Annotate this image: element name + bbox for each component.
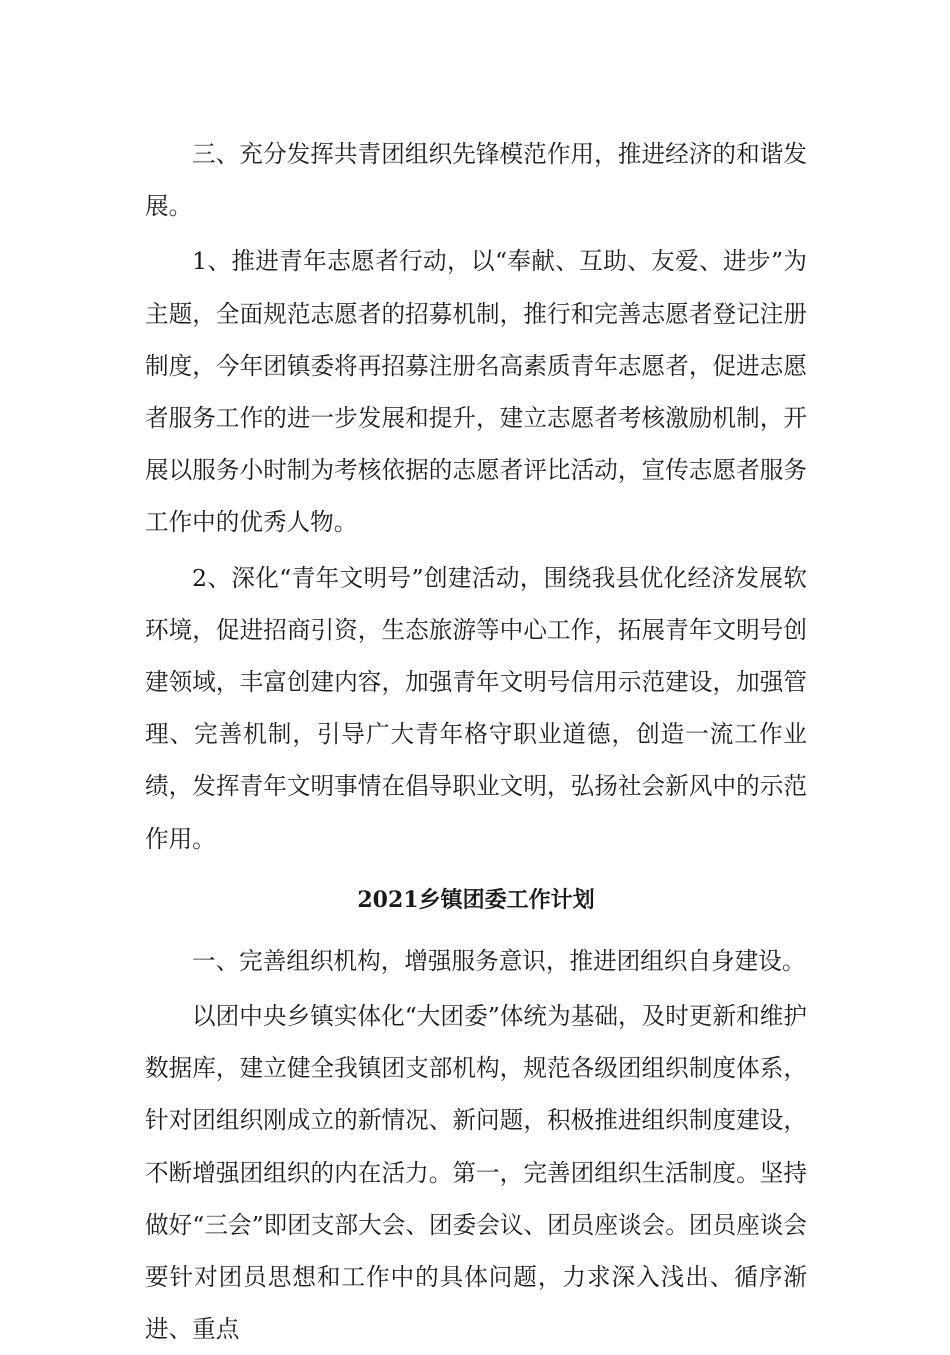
youth-civilization-paragraph: 2、深化“青年文明号”创建活动，围绕我县优化经济发展软环境，促进招商引资，生态旅游等中心工作，拓展青年文明号创建领域，丰富创建内容，加强青年文明号信用示范建设，加强管理、完善机制，引导广大青年格守职业道德，创造一流工作业绩，发挥青年文明事情在倡导职业文明，弘扬社会新风中的示范作用。 <box>145 563 807 853</box>
document-body <box>145 128 807 1355</box>
volunteer-paragraph: 1、推进青年志愿者行动，以“奉献、互助、友爱、进步”为主题，全面规范志愿者的招募机制，推行和完善志愿者登记注册制度，今年团镇委将再招募注册名高素质青年志愿者，促进志愿者服务工作的进一步发展和提升，建立志愿者考核激励机制，开展以服务小时制为考核依据的志愿者评比活动，宣传志愿者服务工作中的优秀人物。 <box>145 247 807 537</box>
document-title: 2021乡镇团委工作计划 <box>357 886 595 913</box>
organization-building-paragraph: 以团中央乡镇实体化“大团委”体统为基础，及时更新和维护数据库，建立健全我镇团支部机构，规范各级团组织制度体系，针对团组织刚成立的新情况、新问题，积极推进组织制度建设，不断增强团组织的内在活力。第一，完善团组织生活制度。坚持做好“三会”即团支部大会、团委会议、团员座谈会。团员座谈会要针对团员思想和工作中的具体问题，力求深入浅出、循序渐进、重点 <box>145 1002 807 1344</box>
section-three-heading-paragraph: 三、充分发挥共青团组织先锋模范作用，推进经济的和谐发展。 <box>145 140 807 221</box>
section-one-heading-paragraph: 一、完善组织机构，增强服务意识，推进团组织自身建设。 <box>192 946 806 975</box>
